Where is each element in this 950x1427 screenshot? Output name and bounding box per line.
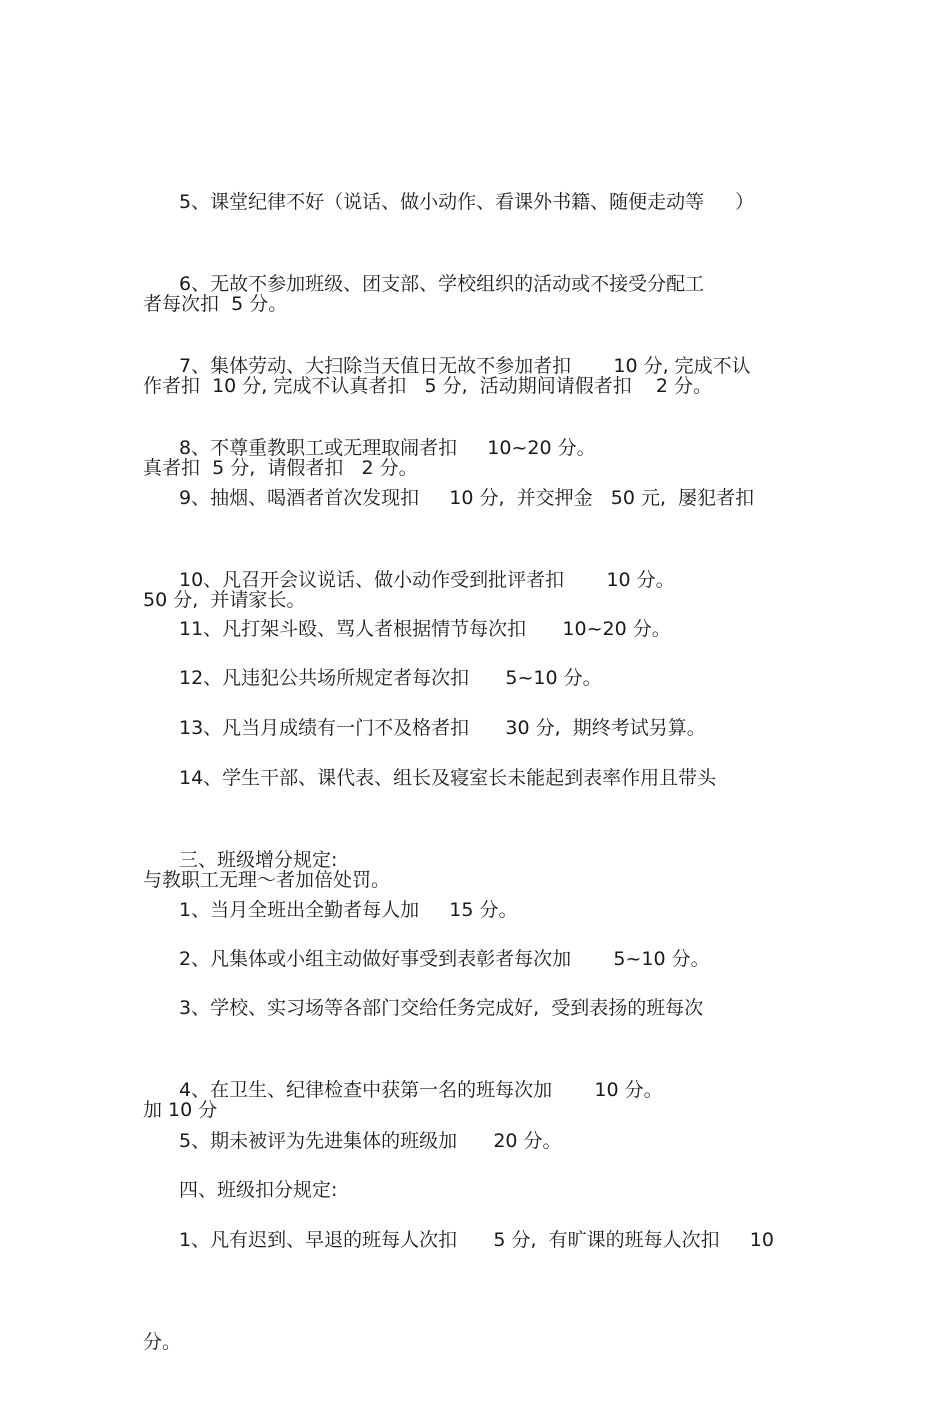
paragraph-line: 14、学生干部、课代表、组长及寝室长未能起到表率作用且带头 <box>179 767 717 789</box>
paragraph-line: 13、凡当月成绩有一门不及格者扣 30 分, 期终考试另算。 <box>179 717 706 739</box>
paragraph-line: 加 10 分 <box>143 1099 218 1121</box>
paragraph-line: 2、凡集体或小组主动做好事受到表彰者每次加 5~10 分。 <box>179 948 710 970</box>
paragraph-line: 11、凡打架斗殴、骂人者根据情节每次扣 10~20 分。 <box>179 618 671 640</box>
paragraph-line: 12、凡违犯公共场所规定者每次扣 5~10 分。 <box>179 667 602 689</box>
paragraph-line: 10、凡召开会议说话、做小动作受到批评者扣 10 分。 <box>179 569 675 591</box>
paragraph-line: 6、无故不参加班级、团支部、学校组织的活动或不接受分配工 <box>179 273 705 295</box>
paragraph-line: 5、期未被评为先进集体的班级加 20 分。 <box>179 1130 562 1152</box>
paragraph-line: 8、不尊重教职工或无理取闹者扣 10~20 分。 <box>179 437 596 459</box>
paragraph-line: 7、集体劳动、大扫除当天值日无故不参加者扣 10 分, 完成不认 <box>179 355 751 377</box>
paragraph-line: 1、当月全班出全勤者每人加 15 分。 <box>179 899 518 921</box>
paragraph-line: 50 分, 并请家长。 <box>143 589 306 611</box>
paragraph-line: 与教职工无理～者加倍处罚。 <box>143 869 391 891</box>
paragraph-line: 4、在卫生、纪律检查中获第一名的班每次加 10 分。 <box>179 1079 663 1101</box>
paragraph-line: 9、抽烟、喝酒者首次发现扣 10 分, 并交押金 50 元, 屡犯者扣 <box>179 487 755 509</box>
paragraph-line: 分。 <box>143 1331 182 1353</box>
paragraph-line: 作者扣 10 分, 完成不认真者扣 5 分, 活动期间请假者扣 2 分。 <box>143 375 713 397</box>
paragraph-line: 真者扣 5 分, 请假者扣 2 分。 <box>143 457 418 479</box>
section-heading-text: 三、班级增分规定: <box>179 849 338 871</box>
paragraph-line: 者每次扣 5 分。 <box>143 293 288 315</box>
paragraph-line: 3、学校、实习场等各部门交给任务完成好, 受到表扬的班每次 <box>179 997 704 1019</box>
paragraph <box>143 1155 803 1427</box>
paragraph-line: 1、凡有迟到、早退的班每人次扣 5 分, 有旷课的班每人次扣 10 <box>179 1229 774 1251</box>
paragraph-line: 5、课堂纪律不好（说话、做小动作、看课外书籍、随便走动等 ） <box>179 191 755 213</box>
section-heading-text: 四、班级扣分规定: <box>179 1179 338 1201</box>
